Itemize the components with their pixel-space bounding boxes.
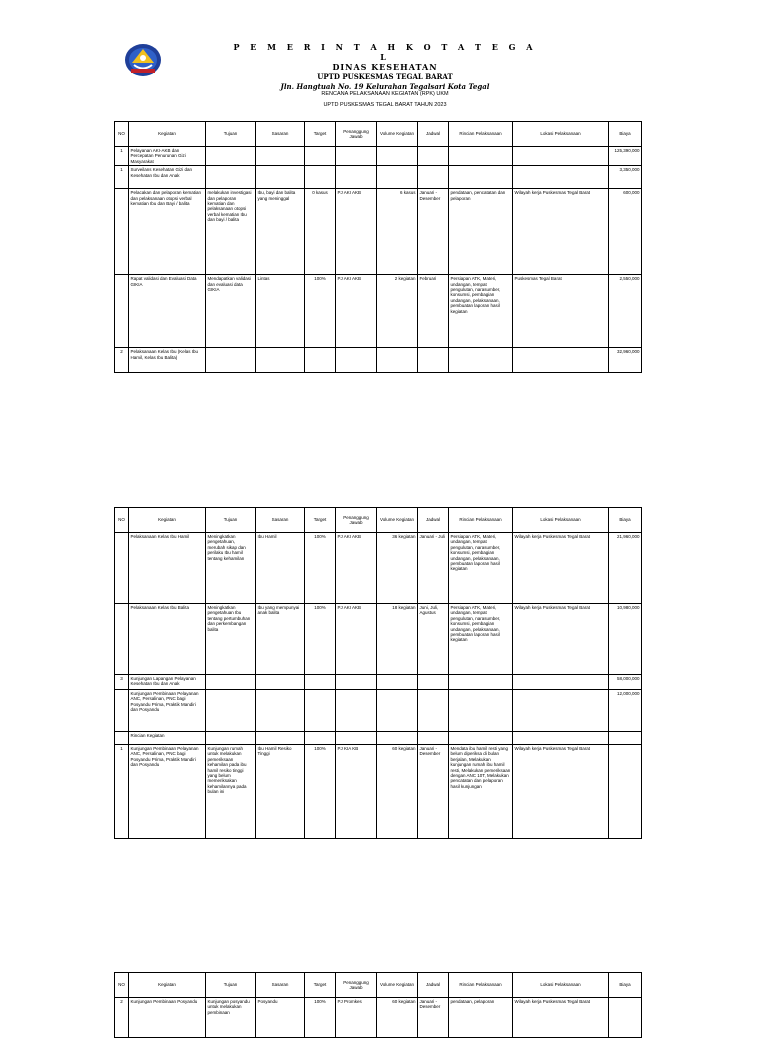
column-header-tujuan: Tujuan [206,973,256,998]
cell-kegiatan: Kunjungan Pembinaan Pelayanan ANC, Persalinan, PNC bagi Posyandu Prima, Praktik Mandiri dan Posyandu [129,745,206,839]
cell-sasaran: Ibu Hamil [256,533,305,604]
cell-kegiatan: Pelaksanaan Kelas Ibu (Kelas Ibu Hamil, Kelas Ibu Balita) [129,348,206,373]
column-header-target: Target [305,122,336,147]
cell-jadwal [418,675,449,690]
column-header-sasaran: Sasaran [256,122,305,147]
cell-kegiatan: Pelacakan dan pelaporan kematian dan pelaksanaan otopsi verbal kematian Ibu dan Bayi / balita [129,189,206,275]
cell-kegiatan: Surveilans Kesehatan Gizi dan Kesehatan Ibu dan Anak [129,166,206,189]
table-row [115,147,642,166]
cell-volume: 2 kegiatan [377,275,418,348]
table-row [115,533,642,604]
cell-no: 1 [115,147,129,166]
column-header-biaya: Biaya [609,973,642,998]
cell-target: 100% [305,998,336,1038]
cell-rincian: Persiapan ATK, Materi, undangan, tempat pengulutan, narasumber, konsumsi, pembagian undangan, pelaksanaan, pembuatan laporan hasil kegiatan [449,604,513,675]
document-title-line2: UPTD PUSKESMAS TEGAL BARAT TAHUN 2023 [323,102,447,108]
document-title-line1: RENCANA PELAKSANAAN KEGIATAN (RPK) UKM [321,91,449,97]
cell-target [305,147,336,166]
cell-no: 1 [115,745,129,839]
column-header-kegiatan: Kegiatan [129,973,206,998]
cell-rincian [449,147,513,166]
cell-sasaran: Ibu Hamil Resiko Tinggi [256,745,305,839]
cell-rincian: Persiapan ATK, Materi, undangan, tempat pengulutan, narasumber, konsumsi, pembagian undangan, pelaksanaan, pembuatan laporan hasil kegiatan [449,533,513,604]
cell-no: 3 [115,675,129,690]
cell-pj [336,166,377,189]
table-header-row [115,122,642,147]
table-row [115,348,642,373]
cell-target [305,690,336,732]
city-emblem-icon [124,42,162,78]
column-header-no: NO [115,973,129,998]
cell-sasaran [256,690,305,732]
table-row [115,690,642,732]
cell-sasaran [256,147,305,166]
cell-tujuan: melakukan investigasi dan pelaporan kematian dan pelaksanaan otopsi verbal kematian Ibu dan bayi / balita [206,189,256,275]
cell-lokasi [513,675,609,690]
cell-volume [377,147,418,166]
cell-pj: PJ KIA KB [336,745,377,839]
cell-jadwal: Januari - Desember [418,745,449,839]
cell-no [115,732,129,745]
cell-lokasi: Wilayah kerja Puskesmas Tegal Barat [513,604,609,675]
column-header-jadwal: Jadwal [418,122,449,147]
cell-jadwal [418,690,449,732]
cell-target: 100% [305,533,336,604]
cell-jadwal [418,166,449,189]
rpk-table-3 [114,972,642,1038]
cell-sasaran: Posyandu [256,998,305,1038]
cell-volume [377,348,418,373]
table-row [115,275,642,348]
cell-rincian: Persiapan ATK, Materi, undangan, tempat pengulutan, narasumber, konsumsi, pembagian undangan, pelaksanaan, pembuatan laporan hasil kegiatan [449,275,513,348]
cell-volume: 6 kasus [377,189,418,275]
table-row [115,166,642,189]
column-header-kegiatan: Kegiatan [129,508,206,533]
cell-pj [336,348,377,373]
cell-biaya: 600,000 [609,189,642,275]
cell-rincian [449,675,513,690]
cell-no [115,275,129,348]
cell-lokasi: Wilayah kerja Puskesmas Tegal Barat [513,533,609,604]
cell-tujuan: Kunjungan posyandu untuk melakukan pembinaan [206,998,256,1038]
column-header-target: Target [305,973,336,998]
cell-no [115,533,129,604]
cell-lokasi [513,147,609,166]
cell-sasaran [256,166,305,189]
cell-target: 0 kasus [305,189,336,275]
column-header-volume: Volume Kegiatan [377,508,418,533]
cell-volume: 60 kegiatan [377,745,418,839]
column-header-kegiatan: Kegiatan [129,122,206,147]
cell-target [305,166,336,189]
column-header-volume: Volume Kegiatan [377,973,418,998]
letterhead-agency: DINAS KESEHATAN [332,62,438,72]
cell-biaya [609,732,642,745]
rpk-table-1 [114,121,642,373]
cell-jadwal: Juni, Juli, Agustus [418,604,449,675]
cell-jadwal: Januari - Desember [418,998,449,1038]
cell-rincian [449,166,513,189]
cell-lokasi: Wilayah kerja Puskesmas Tegal Barat [513,998,609,1038]
letterhead-unit: UPTD PUSKESMAS TEGAL BARAT [317,72,453,81]
table-row [115,189,642,275]
cell-rincian [449,348,513,373]
cell-rincian: pendataan, pelaporan [449,998,513,1038]
cell-sasaran [256,732,305,745]
cell-pj [336,732,377,745]
cell-lokasi: Puskesmas Tegal Barat [513,275,609,348]
table-row [115,998,642,1038]
cell-volume: 36 kegiatan [377,533,418,604]
cell-kegiatan: Kunjungan Pembinaan Posyandu [129,998,206,1038]
column-header-jadwal: Jadwal [418,973,449,998]
cell-jadwal [418,147,449,166]
cell-biaya: 3,350,000 [609,166,642,189]
cell-lokasi [513,348,609,373]
column-header-pj: Penanggung Jawab [336,973,377,998]
column-header-sasaran: Sasaran [256,973,305,998]
cell-jadwal [418,348,449,373]
cell-jadwal: Januari - Juli [418,533,449,604]
cell-lokasi [513,690,609,732]
column-header-pj: Penanggung Jawab [336,508,377,533]
cell-kegiatan: Pelayanan AKI-AKB dan Percepatan Penurunan Gizi Masyarakat [129,147,206,166]
cell-biaya: 125,390,000 [609,147,642,166]
cell-tujuan [206,675,256,690]
cell-lokasi [513,166,609,189]
cell-rincian [449,732,513,745]
cell-kegiatan: Kunjungan Pembinaan Pelayanan ANC, Persalinan, PNC bagi Posyandu Prima, Praktik Mandiri dan Posyandu [129,690,206,732]
column-header-no: NO [115,508,129,533]
cell-pj [336,675,377,690]
column-header-rincian: Rincian Pelaksanaan [449,508,513,533]
cell-biaya: 58,000,000 [609,675,642,690]
cell-rincian: pendataan, pencatatan dan pelaporan [449,189,513,275]
letterhead-address: Jln. Hangtuah No. 19 Kelurahan Tegalsari Kota Tegal [280,82,490,91]
cell-no [115,604,129,675]
cell-no: 2 [115,348,129,373]
letterhead-text [230,42,540,92]
cell-tujuan [206,690,256,732]
cell-sasaran [256,675,305,690]
cell-biaya: 12,000,000 [609,690,642,732]
column-header-lokasi: Lokasi Pelaksanaan [513,508,609,533]
cell-no: 1 [115,166,129,189]
cell-tujuan [206,147,256,166]
table-header-row [115,508,642,533]
cell-volume: 60 kegiatan [377,998,418,1038]
cell-jadwal: Januari - Desember [418,189,449,275]
cell-lokasi: Wilayah kerja Puskesmas Tegal Barat [513,745,609,839]
cell-pj [336,690,377,732]
table-row [115,604,642,675]
cell-sasaran: Ibu, bayi dan balita yang meninggal [256,189,305,275]
table-row [115,732,642,745]
cell-biaya: 21,960,000 [609,533,642,604]
cell-tujuan: Meningkatkan pengetahuan Ibu tentang pertumbuhan dan perkembangan balita [206,604,256,675]
letterhead-government: P E M E R I N T A H K O T A T E G A L [233,42,537,62]
column-header-lokasi: Lokasi Pelaksanaan [513,973,609,998]
cell-pj: PJ AKI AKB [336,275,377,348]
column-header-biaya: Biaya [609,122,642,147]
cell-target: 100% [305,275,336,348]
column-header-jadwal: Jadwal [418,508,449,533]
column-header-tujuan: Tujuan [206,122,256,147]
document-title [230,89,540,111]
cell-lokasi: Wilayah kerja Puskesmas Tegal Barat [513,189,609,275]
cell-target: 100% [305,604,336,675]
cell-kegiatan: Pelaksanaan Kelas Ibu Balita [129,604,206,675]
cell-jadwal: Februari [418,275,449,348]
cell-tujuan [206,732,256,745]
cell-volume [377,675,418,690]
letterhead [0,0,768,90]
cell-volume [377,690,418,732]
column-header-rincian: Rincian Pelaksanaan [449,973,513,998]
cell-sasaran: Ibu yang mempunyai anak balita [256,604,305,675]
cell-kegiatan: Rapat validasi dan Evaluasi Data GIKIA [129,275,206,348]
cell-no [115,189,129,275]
cell-pj: PJ AKI AKB [336,189,377,275]
cell-target [305,348,336,373]
cell-pj [336,147,377,166]
rpk-table-2 [114,507,642,839]
column-header-target: Target [305,508,336,533]
cell-kegiatan: Kunjungan Lapangan Pelayanan Kesehatan Ibu dan Anak [129,675,206,690]
cell-tujuan: Kunjungan rumah untuk melakukan pemeriksaan kehamilan pada ibu hamil resiko tinggi yang belum memeriksakan kehamilannya pada bulan ini [206,745,256,839]
table-row [115,745,642,839]
cell-jadwal [418,732,449,745]
column-header-lokasi: Lokasi Pelaksanaan [513,122,609,147]
cell-biaya [609,745,642,839]
cell-lokasi [513,732,609,745]
column-header-tujuan: Tujuan [206,508,256,533]
cell-kegiatan: Rincian Kegiatan [129,732,206,745]
column-header-biaya: Biaya [609,508,642,533]
column-header-rincian: Rincian Pelaksanaan [449,122,513,147]
cell-volume [377,166,418,189]
cell-pj: PJ Promkes [336,998,377,1038]
cell-rincian: Mendata ibu hamil resti yang belum diperiksa di bulan berjalan, Melakukan kunjungan rumah ibu hamil resti, Melakukan pemeriksaan dengan ANC 10T, Melakukan pencatatan dan pelaporan hasil kunjungan [449,745,513,839]
cell-biaya: 32,960,000 [609,348,642,373]
cell-tujuan [206,348,256,373]
cell-biaya: 10,980,000 [609,604,642,675]
cell-volume [377,732,418,745]
cell-tujuan: Mendapatkan validasi dan evaluasi data GIKIA [206,275,256,348]
column-header-no: NO [115,122,129,147]
cell-biaya [609,998,642,1038]
cell-target: 100% [305,745,336,839]
column-header-pj: Penanggung Jawab [336,122,377,147]
column-header-sasaran: Sasaran [256,508,305,533]
cell-no: 2 [115,998,129,1038]
cell-sasaran [256,348,305,373]
cell-target [305,675,336,690]
cell-kegiatan: Pelaksanaan Kelas Ibu Hamil [129,533,206,604]
cell-pj: PJ AKI AKB [336,533,377,604]
cell-tujuan: Meningkatkan pengetahuan, merubah sikap dan perilaku Ibu hamil tentang kehamilan [206,533,256,604]
table-header-row [115,973,642,998]
table-row [115,675,642,690]
cell-rincian [449,690,513,732]
cell-volume: 18 kegiatan [377,604,418,675]
cell-no [115,690,129,732]
cell-pj: PJ AKI AKB [336,604,377,675]
cell-sasaran: Lintas [256,275,305,348]
cell-tujuan [206,166,256,189]
cell-target [305,732,336,745]
cell-biaya: 2,550,000 [609,275,642,348]
column-header-volume: Volume Kegiatan [377,122,418,147]
